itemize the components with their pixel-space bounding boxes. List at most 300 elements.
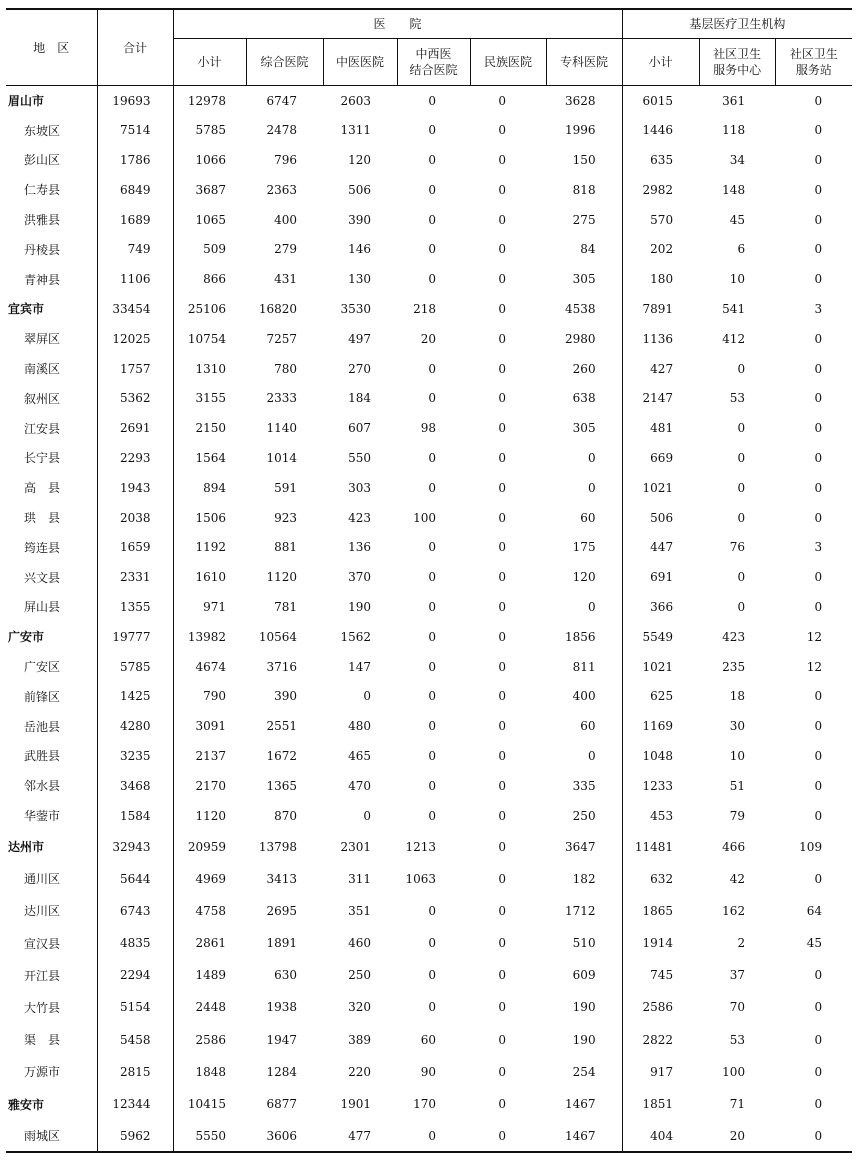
total-cell: 2038	[97, 503, 173, 533]
ethnic-hospital-cell: 0	[470, 1120, 546, 1152]
region-name-cell: 彭山区	[6, 145, 97, 175]
ethnic-hospital-cell: 0	[498, 182, 506, 197]
tcm-hospital-cell: 190	[348, 599, 371, 614]
tcm-hospital-cell: 184	[348, 391, 371, 406]
community-station-cell: 0	[814, 748, 823, 763]
grassroots-subtotal-cell: 5549	[642, 629, 674, 644]
region-name-cell: 筠连县	[6, 532, 97, 562]
integrated-hospital-cell: 218	[413, 301, 436, 316]
region-name-cell: 雨城区	[6, 1120, 97, 1152]
table-row-county	[6, 443, 852, 473]
hospital-subtotal-cell: 1120	[195, 808, 226, 823]
community-station-cell: 0	[814, 719, 823, 734]
tcm-hospital-cell: 220	[348, 1064, 371, 1079]
region-name-cell: 南溪区	[6, 354, 97, 384]
region-name-cell: 万源市	[6, 1056, 97, 1088]
integrated-hospital-cell: 0	[428, 182, 436, 197]
community-station-cell: 3	[814, 540, 823, 555]
community-center-cell: 53	[729, 391, 746, 406]
hospital-subtotal-cell: 2586	[195, 1032, 226, 1047]
hospital-subtotal-cell: 1310	[195, 361, 226, 376]
community-center-cell: 70	[729, 1000, 746, 1015]
grassroots-subtotal-cell: 1136	[642, 331, 674, 346]
integrated-hospital-cell: 0	[428, 123, 436, 138]
tcm-hospital-cell: 423	[348, 510, 371, 525]
community-center-cell: 0	[737, 421, 746, 436]
specialty-hospital-cell: 4538	[546, 294, 622, 324]
total-cell: 1659	[97, 532, 173, 562]
integrated-hospital-cell: 0	[428, 93, 436, 108]
hospital-subtotal-cell: 1489	[195, 968, 226, 983]
ethnic-hospital-cell: 0	[498, 301, 506, 316]
ethnic-hospital-cell: 0	[498, 599, 506, 614]
table-row-county	[6, 503, 852, 533]
region-name-cell: 达州市	[6, 830, 97, 862]
general-hospital-cell: 3606	[246, 1120, 323, 1152]
total-cell: 1786	[97, 145, 173, 175]
table-row-county	[6, 681, 852, 711]
tcm-hospital-cell: 389	[348, 1032, 371, 1047]
tcm-hospital-cell: 2603	[340, 93, 371, 108]
community-station-cell: 12	[806, 659, 823, 674]
region-name-cell: 邻水县	[6, 771, 97, 801]
table-row-county	[6, 264, 852, 294]
table-row-county	[6, 592, 852, 622]
hospital-subtotal-cell: 12978	[187, 93, 226, 108]
general-hospital-cell: 6747	[266, 93, 297, 108]
total-cell: 5644	[97, 863, 173, 895]
community-station-cell: 0	[814, 1032, 823, 1047]
grassroots-subtotal-cell: 453	[650, 808, 674, 823]
table-row-county	[6, 771, 852, 801]
grassroots-subtotal-cell: 2982	[642, 182, 674, 197]
community-center-cell: 71	[729, 1097, 746, 1112]
community-center-cell: 79	[729, 808, 746, 823]
hospital-subtotal-cell: 10754	[187, 331, 226, 346]
specialty-hospital-cell: 120	[546, 562, 622, 592]
hospital-subtotal-cell: 4674	[195, 659, 226, 674]
general-hospital-cell: 390	[274, 689, 297, 704]
integrated-hospital-cell: 98	[420, 421, 436, 436]
specialty-hospital-cell: 609	[546, 959, 622, 991]
header-hospital-group: 医 院	[173, 9, 622, 39]
region-name-cell: 洪雅县	[6, 205, 97, 235]
header-total: 合计	[97, 9, 173, 86]
community-center-cell: 2	[737, 936, 746, 951]
specialty-hospital-cell: 811	[546, 652, 622, 682]
ethnic-hospital-cell: 0	[498, 361, 506, 376]
specialty-hospital-cell: 305	[546, 413, 622, 443]
total-cell: 5458	[97, 1024, 173, 1056]
table-row-county	[6, 562, 852, 592]
region-name-cell: 高 县	[6, 473, 97, 503]
header-grassroots-group: 基层医疗卫生机构	[622, 9, 852, 39]
grassroots-subtotal-cell: 1021	[642, 659, 674, 674]
total-cell: 19693	[97, 86, 173, 116]
total-cell: 1757	[97, 354, 173, 384]
table-row-city	[6, 86, 852, 116]
community-station-cell: 0	[814, 361, 823, 376]
community-center-cell: 0	[737, 570, 746, 585]
specialty-hospital-cell: 182	[546, 863, 622, 895]
hospital-subtotal-cell: 1506	[195, 510, 226, 525]
hospital-subtotal-cell: 10415	[187, 1097, 226, 1112]
header-grassroots-subtotal: 小计	[622, 39, 699, 86]
grassroots-subtotal-cell: 1048	[642, 748, 674, 763]
general-hospital-cell: 1938	[266, 1000, 297, 1015]
specialty-hospital-cell: 0	[546, 473, 622, 503]
community-station-cell: 0	[814, 570, 823, 585]
hospital-subtotal-cell: 5550	[173, 1120, 246, 1152]
ethnic-hospital-cell: 0	[498, 1032, 506, 1047]
community-station-cell: 0	[814, 391, 823, 406]
integrated-hospital-cell: 0	[428, 480, 436, 495]
table-header	[6, 9, 852, 86]
community-center-cell: 0	[737, 450, 746, 465]
integrated-hospital-cell: 0	[428, 808, 436, 823]
grassroots-subtotal-cell: 1851	[642, 1097, 674, 1112]
integrated-hospital-cell: 20	[420, 331, 436, 346]
general-hospital-cell: 2363	[266, 182, 297, 197]
general-hospital-cell: 431	[274, 272, 297, 287]
tcm-hospital-cell: 506	[348, 182, 371, 197]
total-cell: 3235	[97, 741, 173, 771]
hospital-subtotal-cell: 509	[203, 242, 226, 257]
general-hospital-cell: 870	[274, 808, 297, 823]
integrated-hospital-cell: 100	[413, 510, 436, 525]
grassroots-subtotal-cell: 1914	[642, 936, 674, 951]
table-row-county	[6, 927, 852, 959]
community-center-cell: 118	[722, 123, 746, 138]
ethnic-hospital-cell: 0	[498, 510, 506, 525]
community-station-cell: 0	[814, 152, 823, 167]
community-station-cell: 0	[814, 968, 823, 983]
total-cell: 12344	[97, 1088, 173, 1120]
region-name-cell: 前锋区	[6, 681, 97, 711]
tcm-hospital-cell: 311	[348, 871, 371, 886]
region-name-cell: 屏山县	[6, 592, 97, 622]
grassroots-subtotal-cell: 1446	[642, 123, 674, 138]
integrated-hospital-cell: 0	[428, 659, 436, 674]
region-name-cell: 渠 县	[6, 1024, 97, 1056]
specialty-hospital-cell: 818	[546, 175, 622, 205]
general-hospital-cell: 923	[274, 510, 297, 525]
specialty-hospital-cell: 0	[546, 741, 622, 771]
region-name-cell: 广安市	[6, 622, 97, 652]
table-body	[6, 86, 852, 1153]
total-cell: 2294	[97, 959, 173, 991]
table-row-city	[6, 294, 852, 324]
ethnic-hospital-cell: 0	[498, 1064, 506, 1079]
community-center-cell: 6	[737, 242, 746, 257]
community-center-cell: 0	[737, 361, 746, 376]
tcm-hospital-cell: 146	[348, 242, 371, 257]
hospital-subtotal-cell: 2170	[195, 778, 226, 793]
grassroots-subtotal-cell: 427	[650, 361, 674, 376]
region-name-cell: 华蓥市	[6, 801, 97, 831]
total-cell: 6743	[97, 895, 173, 927]
integrated-hospital-cell: 1063	[405, 871, 436, 886]
integrated-hospital-cell: 0	[428, 719, 436, 734]
header-general-hospital: 综合医院	[246, 39, 323, 86]
ethnic-hospital-cell: 0	[498, 719, 506, 734]
table-row-county	[6, 741, 852, 771]
grassroots-subtotal-cell: 2586	[642, 1000, 674, 1015]
community-station-cell: 0	[814, 480, 823, 495]
specialty-hospital-cell: 335	[546, 771, 622, 801]
specialty-hospital-cell: 84	[546, 234, 622, 264]
region-name-cell: 广安区	[6, 652, 97, 682]
hospital-subtotal-cell: 894	[203, 480, 226, 495]
total-cell: 3468	[97, 771, 173, 801]
tcm-hospital-cell: 136	[348, 540, 371, 555]
tcm-hospital-cell: 370	[348, 570, 371, 585]
ethnic-hospital-cell: 0	[498, 93, 506, 108]
region-name-cell: 大竹县	[6, 991, 97, 1023]
integrated-hospital-cell: 0	[428, 540, 436, 555]
grassroots-subtotal-cell: 2822	[642, 1032, 674, 1047]
integrated-hospital-cell: 0	[428, 599, 436, 614]
grassroots-subtotal-cell: 691	[650, 570, 674, 585]
community-station-cell: 0	[814, 450, 823, 465]
ethnic-hospital-cell: 0	[498, 242, 506, 257]
community-center-cell: 76	[729, 540, 746, 555]
table-row-county	[6, 863, 852, 895]
community-center-cell: 30	[729, 719, 746, 734]
community-station-cell: 0	[814, 778, 823, 793]
table-row-county	[6, 115, 852, 145]
ethnic-hospital-cell: 0	[498, 272, 506, 287]
integrated-hospital-cell: 0	[428, 936, 436, 951]
hospital-subtotal-cell: 3155	[195, 391, 226, 406]
table-row-county	[6, 711, 852, 741]
region-name-cell: 江安县	[6, 413, 97, 443]
community-station-cell: 0	[814, 1000, 823, 1015]
tcm-hospital-cell: 477	[323, 1120, 397, 1152]
ethnic-hospital-cell: 0	[498, 936, 506, 951]
region-name-cell: 丹棱县	[6, 234, 97, 264]
specialty-hospital-cell: 260	[546, 354, 622, 384]
grassroots-subtotal-cell: 506	[650, 510, 674, 525]
community-center-cell: 34	[729, 152, 746, 167]
general-hospital-cell: 796	[274, 152, 297, 167]
integrated-hospital-cell: 1213	[405, 839, 436, 854]
general-hospital-cell: 279	[274, 242, 297, 257]
community-station-cell: 0	[814, 93, 823, 108]
community-station-cell: 0	[814, 808, 823, 823]
grassroots-subtotal-cell: 1021	[642, 480, 674, 495]
region-name-cell: 武胜县	[6, 741, 97, 771]
community-center-cell: 466	[722, 839, 746, 854]
integrated-hospital-cell: 0	[428, 361, 436, 376]
region-name-cell: 宣汉县	[6, 927, 97, 959]
total-cell: 2691	[97, 413, 173, 443]
header-region: 地 区	[6, 9, 97, 86]
specialty-hospital-cell: 305	[546, 264, 622, 294]
total-cell: 2815	[97, 1056, 173, 1088]
tcm-hospital-cell: 460	[348, 936, 371, 951]
grassroots-subtotal-cell: 1865	[642, 903, 674, 918]
hospital-subtotal-cell: 1065	[195, 212, 226, 227]
table-row-county	[6, 1056, 852, 1088]
header-integrated-line2: 结合医院	[409, 63, 458, 77]
total-cell: 1355	[97, 592, 173, 622]
specialty-hospital-cell: 2980	[546, 324, 622, 354]
table-row-city	[6, 830, 852, 862]
specialty-hospital-cell: 190	[546, 991, 622, 1023]
general-hospital-cell: 881	[274, 540, 297, 555]
general-hospital-cell: 1120	[266, 570, 297, 585]
tcm-hospital-cell: 1562	[340, 629, 371, 644]
general-hospital-cell: 1014	[266, 450, 297, 465]
tcm-hospital-cell: 303	[348, 480, 371, 495]
hospital-subtotal-cell: 2448	[195, 1000, 226, 1015]
table-row-county	[6, 145, 852, 175]
ethnic-hospital-cell: 0	[498, 808, 506, 823]
region-name-cell: 岳池县	[6, 711, 97, 741]
hospital-subtotal-cell: 1564	[195, 450, 226, 465]
hospital-subtotal-cell: 1610	[195, 570, 226, 585]
tcm-hospital-cell: 120	[348, 152, 371, 167]
general-hospital-cell: 780	[274, 361, 297, 376]
grassroots-subtotal-cell: 669	[650, 450, 674, 465]
tcm-hospital-cell: 390	[348, 212, 371, 227]
community-center-cell: 10	[729, 748, 746, 763]
header-community-station	[775, 39, 852, 86]
total-cell: 2331	[97, 562, 173, 592]
specialty-hospital-cell: 1467	[546, 1088, 622, 1120]
header-ethnic-hospital: 民族医院	[470, 39, 546, 86]
table-row-county	[6, 652, 852, 682]
specialty-hospital-cell: 3647	[546, 830, 622, 862]
hospital-subtotal-cell: 25106	[187, 301, 226, 316]
specialty-hospital-cell: 1712	[546, 895, 622, 927]
grassroots-subtotal-cell: 1169	[642, 719, 674, 734]
ethnic-hospital-cell: 0	[498, 839, 506, 854]
community-center-cell: 361	[722, 93, 746, 108]
general-hospital-cell: 2333	[266, 391, 297, 406]
ethnic-hospital-cell: 0	[498, 152, 506, 167]
integrated-hospital-cell: 0	[428, 272, 436, 287]
integrated-hospital-cell: 90	[420, 1064, 436, 1079]
general-hospital-cell: 10564	[258, 629, 297, 644]
hospital-subtotal-cell: 4969	[195, 871, 226, 886]
specialty-hospital-cell: 3628	[546, 86, 622, 116]
specialty-hospital-cell: 150	[546, 145, 622, 175]
region-name-cell: 翠屏区	[6, 324, 97, 354]
table-row-city	[6, 1088, 852, 1120]
table-row-city	[6, 622, 852, 652]
tcm-hospital-cell: 351	[348, 903, 371, 918]
tcm-hospital-cell: 250	[348, 968, 371, 983]
specialty-hospital-cell: 400	[546, 681, 622, 711]
integrated-hospital-cell: 170	[413, 1097, 436, 1112]
general-hospital-cell: 1140	[266, 421, 297, 436]
table-row-county	[6, 801, 852, 831]
tcm-hospital-cell: 550	[348, 450, 371, 465]
hospital-subtotal-cell: 1848	[195, 1064, 226, 1079]
grassroots-subtotal-cell: 7891	[642, 301, 674, 316]
grassroots-subtotal-cell: 366	[650, 599, 674, 614]
community-center-cell: 423	[722, 629, 746, 644]
ethnic-hospital-cell: 0	[498, 450, 506, 465]
specialty-hospital-cell: 510	[546, 927, 622, 959]
grassroots-subtotal-cell: 745	[650, 968, 674, 983]
community-center-cell: 18	[729, 689, 746, 704]
community-station-cell: 45	[806, 936, 823, 951]
tcm-hospital-cell: 2301	[340, 839, 371, 854]
general-hospital-cell: 1284	[266, 1064, 297, 1079]
ethnic-hospital-cell: 0	[498, 689, 506, 704]
tcm-hospital-cell: 147	[348, 659, 371, 674]
ethnic-hospital-cell: 0	[498, 1000, 506, 1015]
community-center-cell: 235	[722, 659, 746, 674]
general-hospital-cell: 630	[274, 968, 297, 983]
medical-institutions-table	[6, 8, 852, 1153]
region-name-cell: 通川区	[6, 863, 97, 895]
region-name-cell: 东坡区	[6, 115, 97, 145]
general-hospital-cell: 1365	[266, 778, 297, 793]
region-name-cell: 兴文县	[6, 562, 97, 592]
community-station-cell: 12	[806, 629, 823, 644]
table-row-county	[6, 205, 852, 235]
community-station-cell: 0	[814, 272, 823, 287]
table-row-county	[6, 1024, 852, 1056]
specialty-hospital-cell: 250	[546, 801, 622, 831]
ethnic-hospital-cell: 0	[498, 331, 506, 346]
integrated-hospital-cell: 0	[428, 968, 436, 983]
community-station-cell: 0	[775, 1120, 852, 1152]
integrated-hospital-cell: 0	[428, 242, 436, 257]
grassroots-subtotal-cell: 635	[650, 152, 674, 167]
integrated-hospital-cell: 0	[397, 1120, 470, 1152]
general-hospital-cell: 2478	[266, 123, 297, 138]
community-center-cell: 162	[722, 903, 746, 918]
total-cell: 1689	[97, 205, 173, 235]
grassroots-subtotal-cell: 481	[650, 421, 674, 436]
ethnic-hospital-cell: 0	[498, 1097, 506, 1112]
general-hospital-cell: 2695	[266, 903, 297, 918]
header-community-station-line2: 服务站	[795, 63, 832, 77]
tcm-hospital-cell: 320	[348, 1000, 371, 1015]
region-name-cell: 宜宾市	[6, 294, 97, 324]
community-station-cell: 0	[814, 1064, 823, 1079]
region-name-cell: 仁寿县	[6, 175, 97, 205]
total-cell: 5362	[97, 383, 173, 413]
community-station-cell: 64	[806, 903, 823, 918]
general-hospital-cell: 781	[274, 599, 297, 614]
community-center-cell: 10	[729, 272, 746, 287]
ethnic-hospital-cell: 0	[498, 659, 506, 674]
hospital-subtotal-cell: 5785	[195, 123, 226, 138]
community-center-cell: 0	[737, 599, 746, 614]
community-center-cell: 53	[729, 1032, 746, 1047]
tcm-hospital-cell: 0	[363, 808, 371, 823]
hospital-subtotal-cell: 2150	[195, 421, 226, 436]
hospital-subtotal-cell: 20959	[187, 839, 226, 854]
community-station-cell: 0	[814, 212, 823, 227]
total-cell: 1106	[97, 264, 173, 294]
integrated-hospital-cell: 0	[428, 903, 436, 918]
specialty-hospital-cell: 0	[546, 592, 622, 622]
community-center-cell: 541	[722, 301, 746, 316]
community-station-cell: 0	[814, 182, 823, 197]
integrated-hospital-cell: 0	[428, 391, 436, 406]
total-cell: 749	[97, 234, 173, 264]
specialty-hospital-cell: 1856	[546, 622, 622, 652]
integrated-hospital-cell: 0	[428, 778, 436, 793]
total-cell: 4280	[97, 711, 173, 741]
